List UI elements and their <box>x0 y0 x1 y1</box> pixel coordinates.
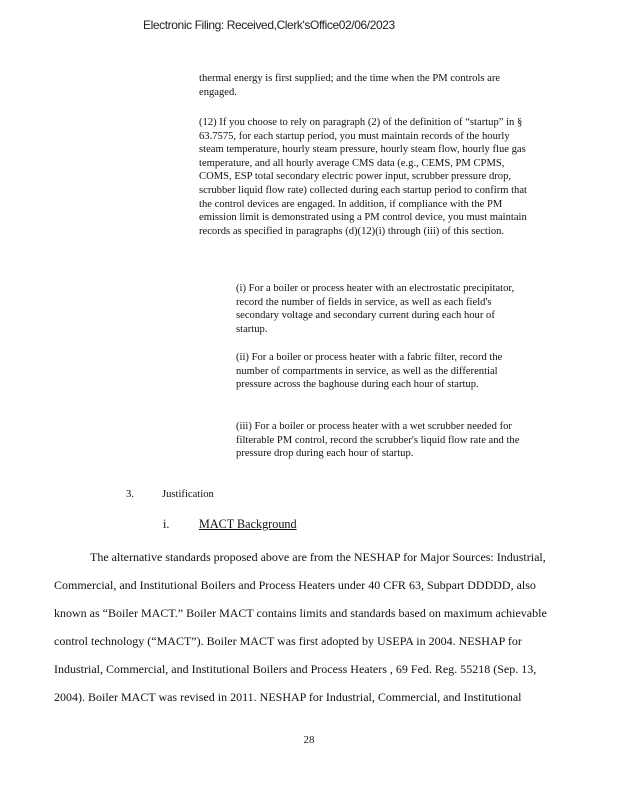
page-number: 28 <box>303 734 315 746</box>
quoted-rule-intro-text: thermal energy is first supplied; and the time when the PM controls are engaged. <box>199 73 501 98</box>
body-paragraph: The alternative standards proposed above are from the NESHAP for Major Sources: Industrial, Commercial, and Institutional Boilers and Process Heaters under 40 CFR 63, Subpart DDDDD, also known as “Boiler MACT.” Boiler MACT contains limits and standards based on maximum achievable control technology (“MACT”). Boiler MACT was first adopted by USEPA in 2004. NESHAP for Industrial, Commercial, and Institutional Boilers and Process Heaters , 69 Fed. Reg. 55218 (Sep. 13, 2004). Boiler MACT was revised in 2011. NESHAP for Industrial, Commercial, and Institutional <box>54 550 547 704</box>
subparagraph-iii-text: (iii) For a boiler or process heater with a wet scrubber needed for filterable PM control, record the scrubber's liquid flow rate and the pressure drop during each hour of startup. <box>236 421 520 460</box>
filing-stamp: Electronic Filing: Received,Clerk'sOffice02/06/2023 <box>143 18 395 32</box>
subsection-title: MACT Background <box>199 517 297 531</box>
paragraph-12-text: (12) If you choose to rely on paragraph (2) of the definition of “startup” in § 63.7575, for each startup period, you must maintain records of the hourly steam temperature, hourly steam pressure, hourly steam flow, hourly flue gas temperature, and all hourly average CMS data (e.g., CEMS, PM CPMS, COMS, ESP total secondary electric power input, scrubber pressure drop, scrubber liquid flow rate) collected during each startup period to confirm that the control devices are engaged. In addition, if compliance with the PM emission limit is demonstrated using a PM control device, you must maintain records as specified in paragraphs (d)(12)(i) through (iii) of this section. <box>199 117 527 237</box>
body-text <box>54 543 552 711</box>
subparagraph-iii <box>236 420 528 461</box>
subparagraph-i <box>236 282 528 336</box>
section-number: 3. <box>126 489 134 500</box>
subsection-number: i. <box>163 517 170 531</box>
quoted-rule-intro <box>199 72 529 99</box>
subparagraph-ii <box>236 351 528 392</box>
subparagraph-i-text: (i) For a boiler or process heater with an electrostatic precipitator, record the number of fields in service, as well as each field's secondary voltage and secondary current during each hour of startup. <box>236 283 515 335</box>
section-title: Justification <box>162 489 214 500</box>
subparagraph-ii-text: (ii) For a boiler or process heater with a fabric filter, record the number of compartments in service, as well as the differential pressure across the baghouse during each hour of startup. <box>236 352 503 391</box>
quoted-rule-paragraph-12 <box>199 116 529 238</box>
